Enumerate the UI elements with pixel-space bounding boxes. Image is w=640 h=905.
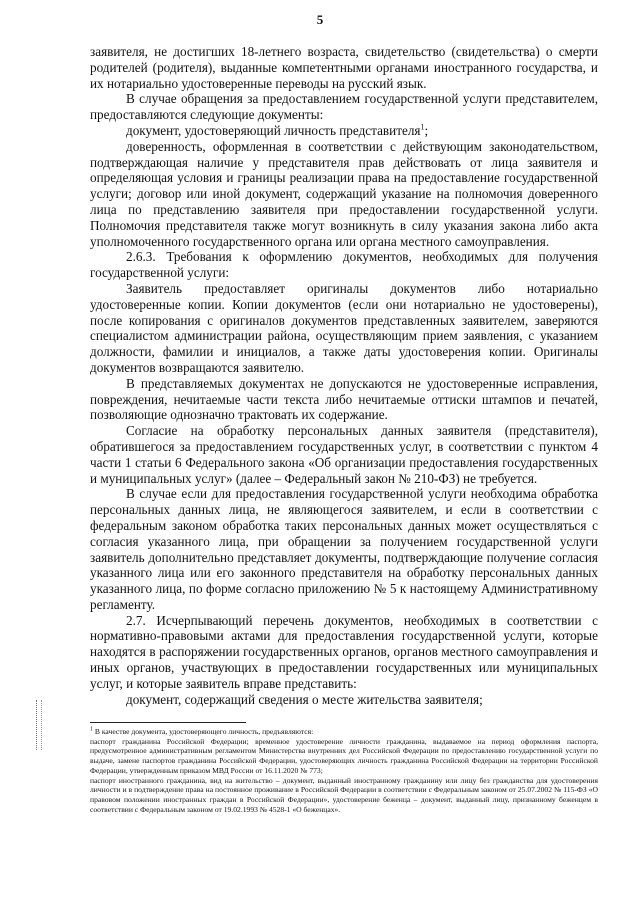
document-body [90, 44, 598, 707]
paragraph: документ, содержащий сведения о месте жительства заявителя; [126, 691, 483, 707]
paragraph: Заявитель предоставляет оригиналы документов либо нотариально удостоверенные копии. Копии документов (если они нотариально не удостоверены), после копирования с оригиналов документов представленных заявителем, заверяются специалистом администрации района, осуществляющим прием заявления, с указанием должности, фамилии и инициалов, а также даты удостоверения копии. Оригиналы документов возвращаются заявителю. [90, 280, 598, 375]
paragraph: В представляемых документах не допускаются не удостоверенные исправления, повреждения, нечитаемые части текста либо нечитаемые оттиски штампов и печатей, позволяющие однозначно трактовать их содержание. [90, 375, 598, 423]
footnote [90, 727, 598, 737]
footnote-reference: 1 [420, 122, 425, 132]
footnote-text: паспорт иностранного гражданина, вид на жительство – документ, выданный иностранному гражданину или лицу без гражданства для удостоверения личности и в подтверждение права на постоянное проживание в Российской Федерации в соответствии с Федеральным законом от 25.07.2002 № 115-ФЗ «О правовом положении иностранных граждан в Российской Федерации», удостоверение беженца – документ, выданный лицу, признанному беженцем в соответствии с Федеральным законом от 19.02.1993 № 4528-1 «О беженцах». [90, 775, 598, 814]
paragraph-tail: ; [424, 122, 429, 138]
paragraph: 2.6.3. Требования к оформлению документов, необходимых для получения государственной услуги: [90, 249, 598, 281]
paragraph: доверенность, оформленная в соответствии с действующим законодательством, подтверждающая наличие у представителя прав действовать от лица заявителя и определяющая условия и границы реализации права на предоставление государственной услуги; договор или иной документ, содержащий указание на полномочия доверенного лица по представлению заявителя при предоставлении государственной услуги. Полномочия представителя также могут возникнуть в силу указания закона либо акта уполномоченного государственного органа или органа местного самоуправления. [90, 138, 598, 249]
paragraph: Согласие на обработку персональных данных заявителя (представителя), обратившегося за предоставлением государственных услуг, в соответствии с пунктом 4 части 1 статьи 6 Федерального закона «Об организации предоставления государственных и муниципальных услуг» (далее – Федеральный закон № 210-ФЗ) не требуется. [90, 423, 598, 486]
footnotes [90, 727, 598, 814]
paragraph: В случае если для предоставления государственной услуги необходима обработка персональных данных лица, не являющегося заявителем, и если в соответствии с федеральным законом обработка таких персональных данных может осуществляться с согласия указанного лица, при обращении за получением государственной услуги заявитель дополнительно представляет документы, подтверждающие получение согласия указанного лица или его законного представителя на обработку персональных данных указанного лица, по форме согласно приложению № 5 к настоящему Административному регламенту. [90, 486, 598, 612]
footnote-text: В качестве документа, удостоверяющего личность, предъявляются: [93, 727, 314, 736]
footnote-text: паспорт гражданина Российской Федерации; временное удостоверение личности гражданина, выдаваемое на период оформления паспорта, предусмотренное административным регламентом Министерства внутренних дел Российской Федерации по предоставлению государственной услуги по выдаче, замене паспортов гражданина Российской Федерации, удостоверяющих личность гражданина Российской Федерации на территории Российской Федерации, утвержденным приказом МВД России от 16.11.2020 № 773; [90, 736, 598, 775]
paragraph-text: документ, удостоверяющий личность представителя [126, 122, 421, 138]
footnote-marker: 1 [90, 726, 93, 733]
footnote [90, 737, 598, 776]
paragraph-with-footnote [90, 123, 598, 139]
paragraph: В случае обращения за предоставлением государственной услуги представителем, предоставляются следующие документы: [90, 91, 598, 123]
scan-margin-mark [36, 700, 42, 750]
footnote-divider [90, 722, 246, 723]
page-number: 5 [316, 12, 324, 27]
paragraph: заявителя, не достигших 18-летнего возраста, свидетельство (свидетельства) о смерти родителей (родителя), выданные компетентными органами иностранного государства, и их нотариально удостоверенные переводы на русский язык. [90, 44, 598, 91]
paragraph: 2.7. Исчерпывающий перечень документов, необходимых в соответствии с нормативно-правовыми актами для предоставления государственной услуги, которые находятся в распоряжении государственных органов, органов местного самоуправления и иных органов, участвующих в предоставлении государственных или муниципальных услуг, и которые заявитель вправе представить: [90, 612, 598, 691]
footnote [90, 776, 598, 815]
